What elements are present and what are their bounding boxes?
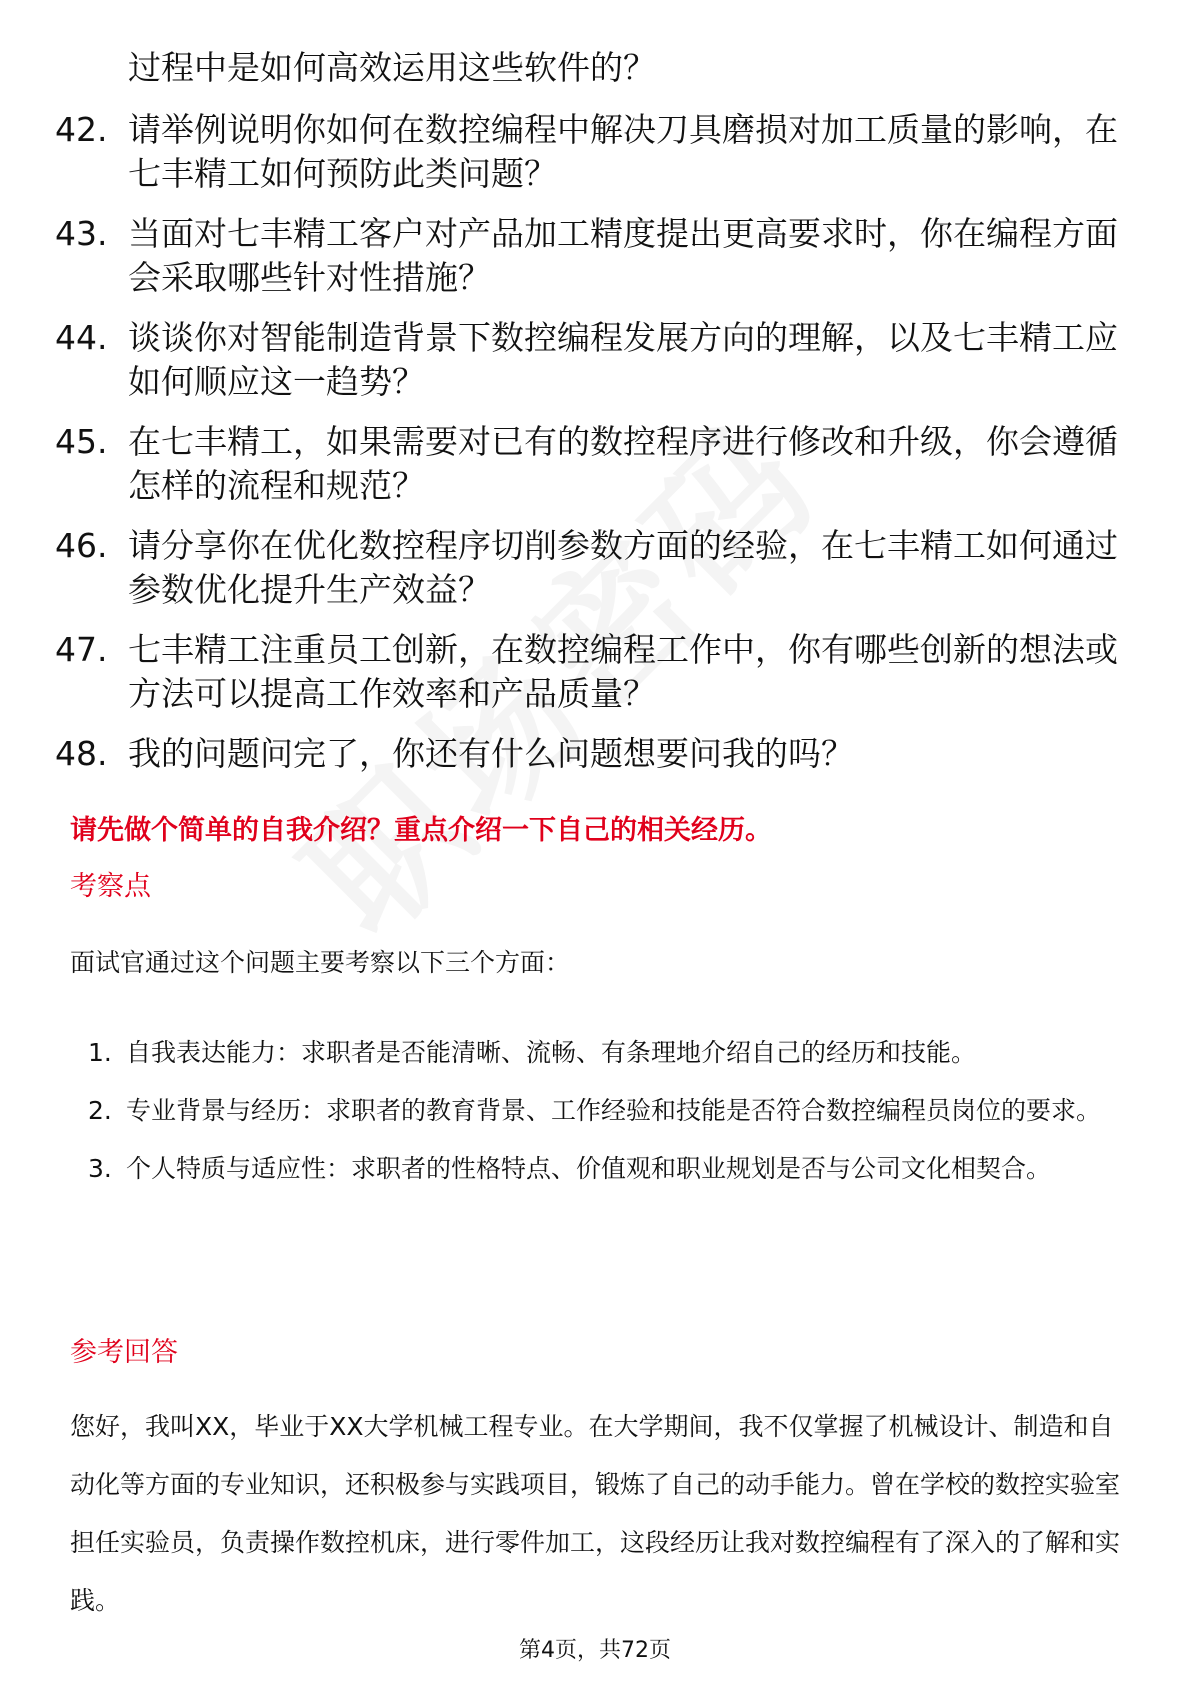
question-text: 在七丰精工，如果需要对已有的数控程序进行修改和升级，你会遵循怎样的流程和规范？ bbox=[128, 422, 1118, 505]
aspect-list bbox=[88, 1024, 1118, 1198]
question-text: 我的问题问完了，你还有什么问题想要问我的吗？ bbox=[128, 734, 854, 773]
aspect-number: 3. bbox=[88, 1154, 112, 1183]
question-text: 谈谈你对智能制造背景下数控编程发展方向的理解，以及七丰精工应如何顺应这一趋势？ bbox=[128, 318, 1118, 401]
question-number: 46. bbox=[55, 526, 108, 565]
question-item bbox=[55, 628, 1135, 716]
answer-text: 您好，我叫XX，毕业于XX大学机械工程专业。在大学期间，我不仅掌握了机械设计、制造和自动化等方面的专业知识，还积极参与实践项目，锻炼了自己的动手能力。曾在学校的数控实验室担任实验员，负责操作数控机床，进行零件加工，这段经历让我对数控编程有了深入的了解和实践。 bbox=[70, 1412, 1121, 1615]
aspect-number: 2. bbox=[88, 1096, 112, 1125]
question-text: 请分享你在优化数控程序切削参数方面的经验，在七丰精工如何通过参数优化提升生产效益？ bbox=[128, 526, 1118, 609]
question-item bbox=[55, 524, 1135, 612]
aspect-item bbox=[88, 1024, 1118, 1082]
question-number: 43. bbox=[55, 214, 108, 253]
question-item bbox=[55, 316, 1135, 404]
question-item bbox=[55, 108, 1135, 196]
aspect-number: 1. bbox=[88, 1038, 112, 1067]
aspect-item bbox=[88, 1140, 1118, 1198]
section-heading: 请先做个简单的自我介绍？重点介绍一下自己的相关经历。 bbox=[70, 815, 772, 846]
examine-label: 考察点 bbox=[70, 871, 151, 902]
question-number: 45. bbox=[55, 422, 108, 461]
question-item bbox=[55, 212, 1135, 300]
question-number: 48. bbox=[55, 734, 108, 773]
question-text: 七丰精工注重员工创新，在数控编程工作中，你有哪些创新的想法或方法可以提高工作效率和产品质量？ bbox=[128, 630, 1118, 713]
aspect-text: 自我表达能力：求职者是否能清晰、流畅、有条理地介绍自己的经历和技能。 bbox=[126, 1038, 977, 1067]
question-number: 44. bbox=[55, 318, 108, 357]
aspect-text: 个人特质与适应性：求职者的性格特点、价值观和职业规划是否与公司文化相契合。 bbox=[126, 1154, 1052, 1183]
question-continuation: 过程中是如何高效运用这些软件的？ bbox=[128, 48, 656, 87]
aspect-text: 专业背景与经历：求职者的教育背景、工作经验和技能是否符合数控编程员岗位的要求。 bbox=[126, 1096, 1102, 1125]
answer-label: 参考回答 bbox=[70, 1337, 178, 1368]
question-text: 当面对七丰精工客户对产品加工精度提出更高要求时，你在编程方面会采取哪些针对性措施？ bbox=[128, 214, 1118, 297]
examine-intro: 面试官通过这个问题主要考察以下三个方面： bbox=[70, 948, 571, 977]
question-item bbox=[55, 732, 1135, 776]
question-text: 请举例说明你如何在数控编程中解决刀具磨损对加工质量的影响，在七丰精工如何预防此类问题？ bbox=[128, 110, 1118, 193]
question-number: 42. bbox=[55, 110, 108, 149]
aspect-item bbox=[88, 1082, 1118, 1140]
question-list bbox=[55, 108, 1135, 792]
page-number: 第4页，共72页 bbox=[519, 1638, 671, 1663]
question-item bbox=[55, 420, 1135, 508]
question-number: 47. bbox=[55, 630, 108, 669]
